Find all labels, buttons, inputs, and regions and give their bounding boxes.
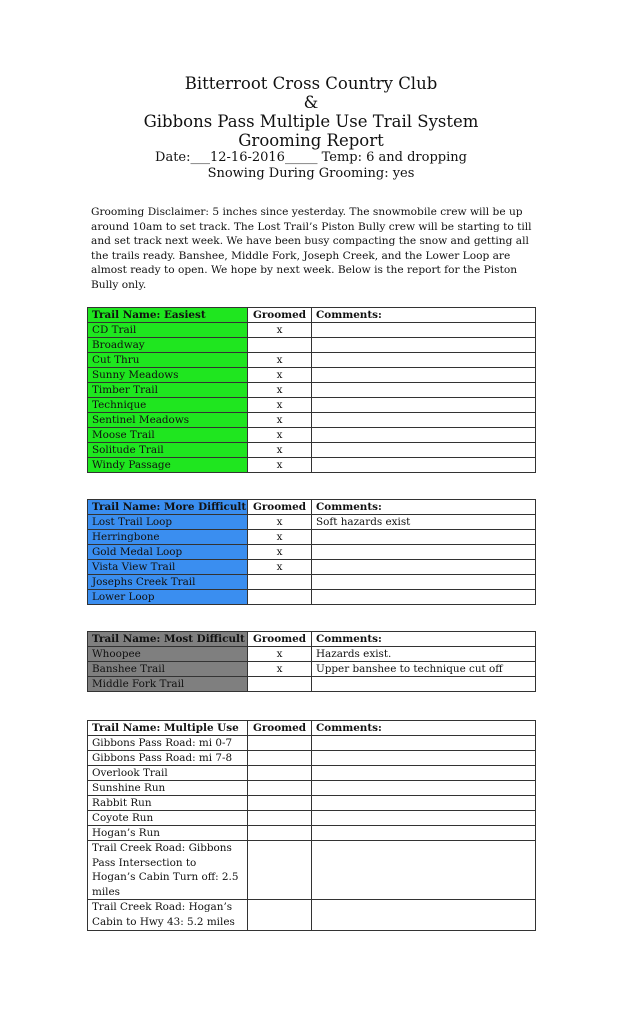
table-header-row	[88, 500, 536, 515]
groomed-cell	[248, 338, 312, 353]
most-difficult-trails-table	[87, 631, 536, 692]
groomed-header: Groomed	[248, 721, 312, 736]
trail-name-cell: Lower Loop	[88, 590, 248, 605]
comments-cell	[312, 736, 536, 751]
comments-cell: Soft hazards exist	[312, 515, 536, 530]
groomed-header: Groomed	[248, 308, 312, 323]
comments-header: Comments:	[312, 500, 536, 515]
comments-cell	[312, 368, 536, 383]
groomed-cell: x	[248, 368, 312, 383]
trail-name-cell: Moose Trail	[88, 428, 248, 443]
comments-cell	[312, 826, 536, 841]
trail-name-cell: Broadway	[88, 338, 248, 353]
groomed-cell: x	[248, 662, 312, 677]
groomed-cell: x	[248, 647, 312, 662]
table-row	[88, 900, 536, 930]
groomed-header: Groomed	[248, 632, 312, 647]
groomed-cell: x	[248, 560, 312, 575]
comments-cell	[312, 323, 536, 338]
comments-header: Comments:	[312, 632, 536, 647]
table-row	[88, 811, 536, 826]
trail-name-cell: Cut Thru	[88, 353, 248, 368]
table-row	[88, 751, 536, 766]
groomed-cell	[248, 826, 312, 841]
groomed-cell	[248, 900, 312, 930]
trail-name-header: Trail Name: Easiest	[88, 308, 248, 323]
comments-cell	[312, 560, 536, 575]
groomed-cell: x	[248, 398, 312, 413]
groomed-cell: x	[248, 428, 312, 443]
trail-name-cell: Sentinel Meadows	[88, 413, 248, 428]
table-row	[88, 841, 536, 900]
comments-cell	[312, 545, 536, 560]
trail-name-cell: Overlook Trail	[88, 766, 248, 781]
comments-cell	[312, 811, 536, 826]
trail-name-cell: Gibbons Pass Road: mi 7-8	[88, 751, 248, 766]
trail-name-cell: Josephs Creek Trail	[88, 575, 248, 590]
table-row	[88, 736, 536, 751]
groomed-cell	[248, 766, 312, 781]
groomed-cell: x	[248, 383, 312, 398]
trail-name-header: Trail Name: Most Difficult	[88, 632, 248, 647]
table-row	[88, 383, 536, 398]
groomed-cell	[248, 751, 312, 766]
groomed-cell	[248, 796, 312, 811]
groomed-cell	[248, 677, 312, 692]
trail-name-cell: Sunshine Run	[88, 781, 248, 796]
table-row	[88, 781, 536, 796]
table-row	[88, 323, 536, 338]
table-row	[88, 560, 536, 575]
comments-cell	[312, 796, 536, 811]
comments-cell	[312, 766, 536, 781]
trail-name-cell: Gibbons Pass Road: mi 0-7	[88, 736, 248, 751]
comments-header: Comments:	[312, 308, 536, 323]
trail-name-cell: Windy Passage	[88, 458, 248, 473]
table-row	[88, 545, 536, 560]
table-row	[88, 515, 536, 530]
comments-cell	[312, 338, 536, 353]
table-row	[88, 458, 536, 473]
grooming-disclaimer: Grooming Disclaimer: 5 inches since yesterday. The snowmobile crew will be up around 10am to set track. The Lost Trail’s Piston Bully crew will be starting to till and set track next week. We have been busy compacting the snow and getting all the trails ready. Banshee, Middle Fork, Joseph Creek, and the Lower Loop are almost ready to open. We hope by next week. Below is the report for the Piston Bully only.	[91, 206, 532, 291]
table-row	[88, 826, 536, 841]
groomed-cell: x	[248, 353, 312, 368]
groomed-cell	[248, 781, 312, 796]
table-header-row	[88, 721, 536, 736]
trail-name-cell: Trail Creek Road: Gibbons Pass Intersection to Hogan’s Cabin Turn off: 2.5 miles	[88, 841, 248, 900]
trail-name-cell: Herringbone	[88, 530, 248, 545]
trail-name-cell: Coyote Run	[88, 811, 248, 826]
multiple-use-trails-table	[87, 720, 536, 931]
comments-cell	[312, 413, 536, 428]
comments-cell	[312, 530, 536, 545]
trail-name-cell: Middle Fork Trail	[88, 677, 248, 692]
trail-name-cell: Banshee Trail	[88, 662, 248, 677]
trail-name-cell: Timber Trail	[88, 383, 248, 398]
table-row	[88, 575, 536, 590]
trail-name-cell: Rabbit Run	[88, 796, 248, 811]
trail-name-cell: Sunny Meadows	[88, 368, 248, 383]
trail-name-header: Trail Name: Multiple Use	[88, 721, 248, 736]
groomed-cell	[248, 575, 312, 590]
table-row	[88, 677, 536, 692]
comments-cell	[312, 841, 536, 900]
groomed-header: Groomed	[248, 500, 312, 515]
report-header	[0, 74, 622, 182]
comments-cell	[312, 398, 536, 413]
comments-cell	[312, 781, 536, 796]
comments-cell	[312, 751, 536, 766]
groomed-cell	[248, 590, 312, 605]
trail-name-cell: Solitude Trail	[88, 443, 248, 458]
groomed-cell: x	[248, 458, 312, 473]
table-row	[88, 662, 536, 677]
comments-header: Comments:	[312, 721, 536, 736]
table-row	[88, 428, 536, 443]
comments-cell: Hazards exist.	[312, 647, 536, 662]
trail-name-cell: Trail Creek Road: Hogan’s Cabin to Hwy 43: 5.2 miles	[88, 900, 248, 930]
groomed-cell: x	[248, 323, 312, 338]
table-row	[88, 353, 536, 368]
table-row	[88, 413, 536, 428]
table-row	[88, 530, 536, 545]
club-title: Bitterroot Cross Country Club	[184, 74, 438, 93]
trail-system-title: Gibbons Pass Multiple Use Trail System	[143, 112, 479, 131]
groomed-cell: x	[248, 413, 312, 428]
comments-cell	[312, 458, 536, 473]
comments-cell	[312, 428, 536, 443]
trail-name-cell: Technique	[88, 398, 248, 413]
groomed-cell: x	[248, 530, 312, 545]
comments-cell	[312, 590, 536, 605]
comments-cell	[312, 353, 536, 368]
comments-cell	[312, 575, 536, 590]
report-title: Grooming Report	[238, 131, 384, 150]
table-header-row	[88, 308, 536, 323]
trail-name-cell: Vista View Trail	[88, 560, 248, 575]
groomed-cell	[248, 811, 312, 826]
comments-cell	[312, 900, 536, 930]
groomed-cell: x	[248, 515, 312, 530]
comments-cell: Upper banshee to technique cut off	[312, 662, 536, 677]
table-row	[88, 590, 536, 605]
date-temp-line: Date:___12-16-2016_____ Temp: 6 and dropping	[155, 150, 467, 165]
easiest-trails-table	[87, 307, 536, 473]
table-header-row	[88, 632, 536, 647]
table-row	[88, 368, 536, 383]
trail-name-cell: Lost Trail Loop	[88, 515, 248, 530]
groomed-cell	[248, 841, 312, 900]
trail-name-cell: Whoopee	[88, 647, 248, 662]
table-row	[88, 338, 536, 353]
comments-cell	[312, 383, 536, 398]
table-row	[88, 443, 536, 458]
more-difficult-trails-table	[87, 499, 536, 605]
table-row	[88, 766, 536, 781]
trail-name-header: Trail Name: More Difficult	[88, 500, 248, 515]
trail-name-cell: Gold Medal Loop	[88, 545, 248, 560]
groomed-cell	[248, 736, 312, 751]
groomed-cell: x	[248, 443, 312, 458]
trail-name-cell: CD Trail	[88, 323, 248, 338]
table-row	[88, 647, 536, 662]
groomed-cell: x	[248, 545, 312, 560]
trail-name-cell: Hogan’s Run	[88, 826, 248, 841]
snowing-line: Snowing During Grooming: yes	[207, 166, 415, 181]
comments-cell	[312, 677, 536, 692]
table-row	[88, 398, 536, 413]
ampersand: &	[303, 93, 319, 112]
table-row	[88, 796, 536, 811]
comments-cell	[312, 443, 536, 458]
